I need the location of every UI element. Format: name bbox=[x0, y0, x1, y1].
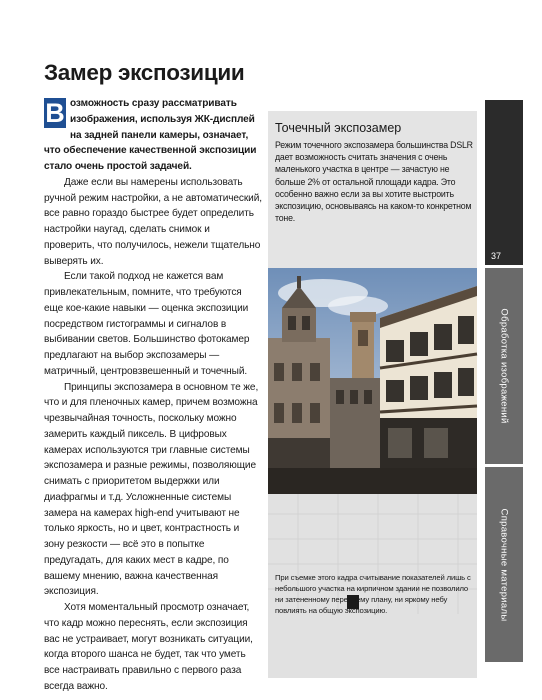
body-paragraph-1: Даже если вы намерены использовать ручной режим настройки, а не автоматический, все равно гораздо быстрее будет определить настройки наугад, сделать снимок и проверить, что получилось, нежели тщательно выверять их. bbox=[44, 176, 262, 267]
drop-cap: В bbox=[45, 98, 65, 128]
body-paragraph-4: Хотя моментальный просмотр означает, что кадр можно переснять, если экспозиция вас не устраивает, могут возникать ситуации, когда второго шанса не будет, так что уметь все настраивать правильно с первого раза всегда важно. bbox=[44, 602, 253, 692]
page-number-tab bbox=[485, 250, 523, 265]
section-tab-label: Цифровая среда bbox=[530, 135, 542, 215]
section-tab-reference bbox=[485, 467, 523, 662]
photo-caption: При съемке этого кадра считывание показателей лишь с небольшого участка на кирпичном здании не позволило ни затененному переднему плану, ни яркому небу повлиять на общую экспозицию. bbox=[275, 573, 471, 615]
sidebar-box bbox=[268, 111, 477, 660]
main-text bbox=[44, 96, 262, 695]
body-paragraph-3: Принципы экспозамера в основном те же, что и для пленочных камер, причем возможна чрезвычайная точность, поскольку можно замерить каждый пиксель. В цифровых камерах используются три главные системы экспозамера и разные режимы, позволяющие снимать с приоритетом выдержки или диафрагмы и т.д. Усложненные системы замера на камерах high-end учитывают не только яркость, но и цвет, контрастность и зону резкости — всё это в попытке предугадать, для каких мест в кадре, по вашему мнению, важна качественная экспозиция. bbox=[44, 381, 259, 598]
section-tab-processing-label: Обработка изображений bbox=[498, 308, 510, 424]
section-tab-processing bbox=[485, 268, 523, 464]
sidebar-text: Режим точечного экспозамера большинства DSLR дает возможность считать значения с очень маленького участка в центре — зачастую не больше 2% от остальной площади кадра. Это особенно важно если за вы хотите выстроить экспозицию, основываясь на каком-то конкретном тоне. bbox=[275, 140, 473, 224]
street-photo bbox=[268, 268, 477, 494]
section-tab-digital bbox=[485, 100, 542, 250]
page-title: Замер экспозиции bbox=[44, 60, 245, 85]
sidebar-title: Точечный экспозамер bbox=[275, 121, 402, 135]
page-number: 37 bbox=[491, 251, 502, 261]
lead-text: озможность сразу рассматривать изображения, используя ЖК-дисплей на задней панели камеры, означает, что обеспечение качественной экспозиции стало очень простой задачей. bbox=[44, 98, 257, 172]
body-paragraph-2: Если такой подход не кажется вам привлекательным, помните, что требуются еще кое-какие навыки — оценка экспозиции посредством гистограммы и сигналов в выбивании светов. Большинство фотокамер предлагают на выбор экспозамеры — матричный, центровзвешенный и точечный. bbox=[44, 271, 250, 377]
lead-paragraph bbox=[44, 96, 262, 175]
section-tab-reference-label: Справочные материалы bbox=[498, 508, 510, 621]
